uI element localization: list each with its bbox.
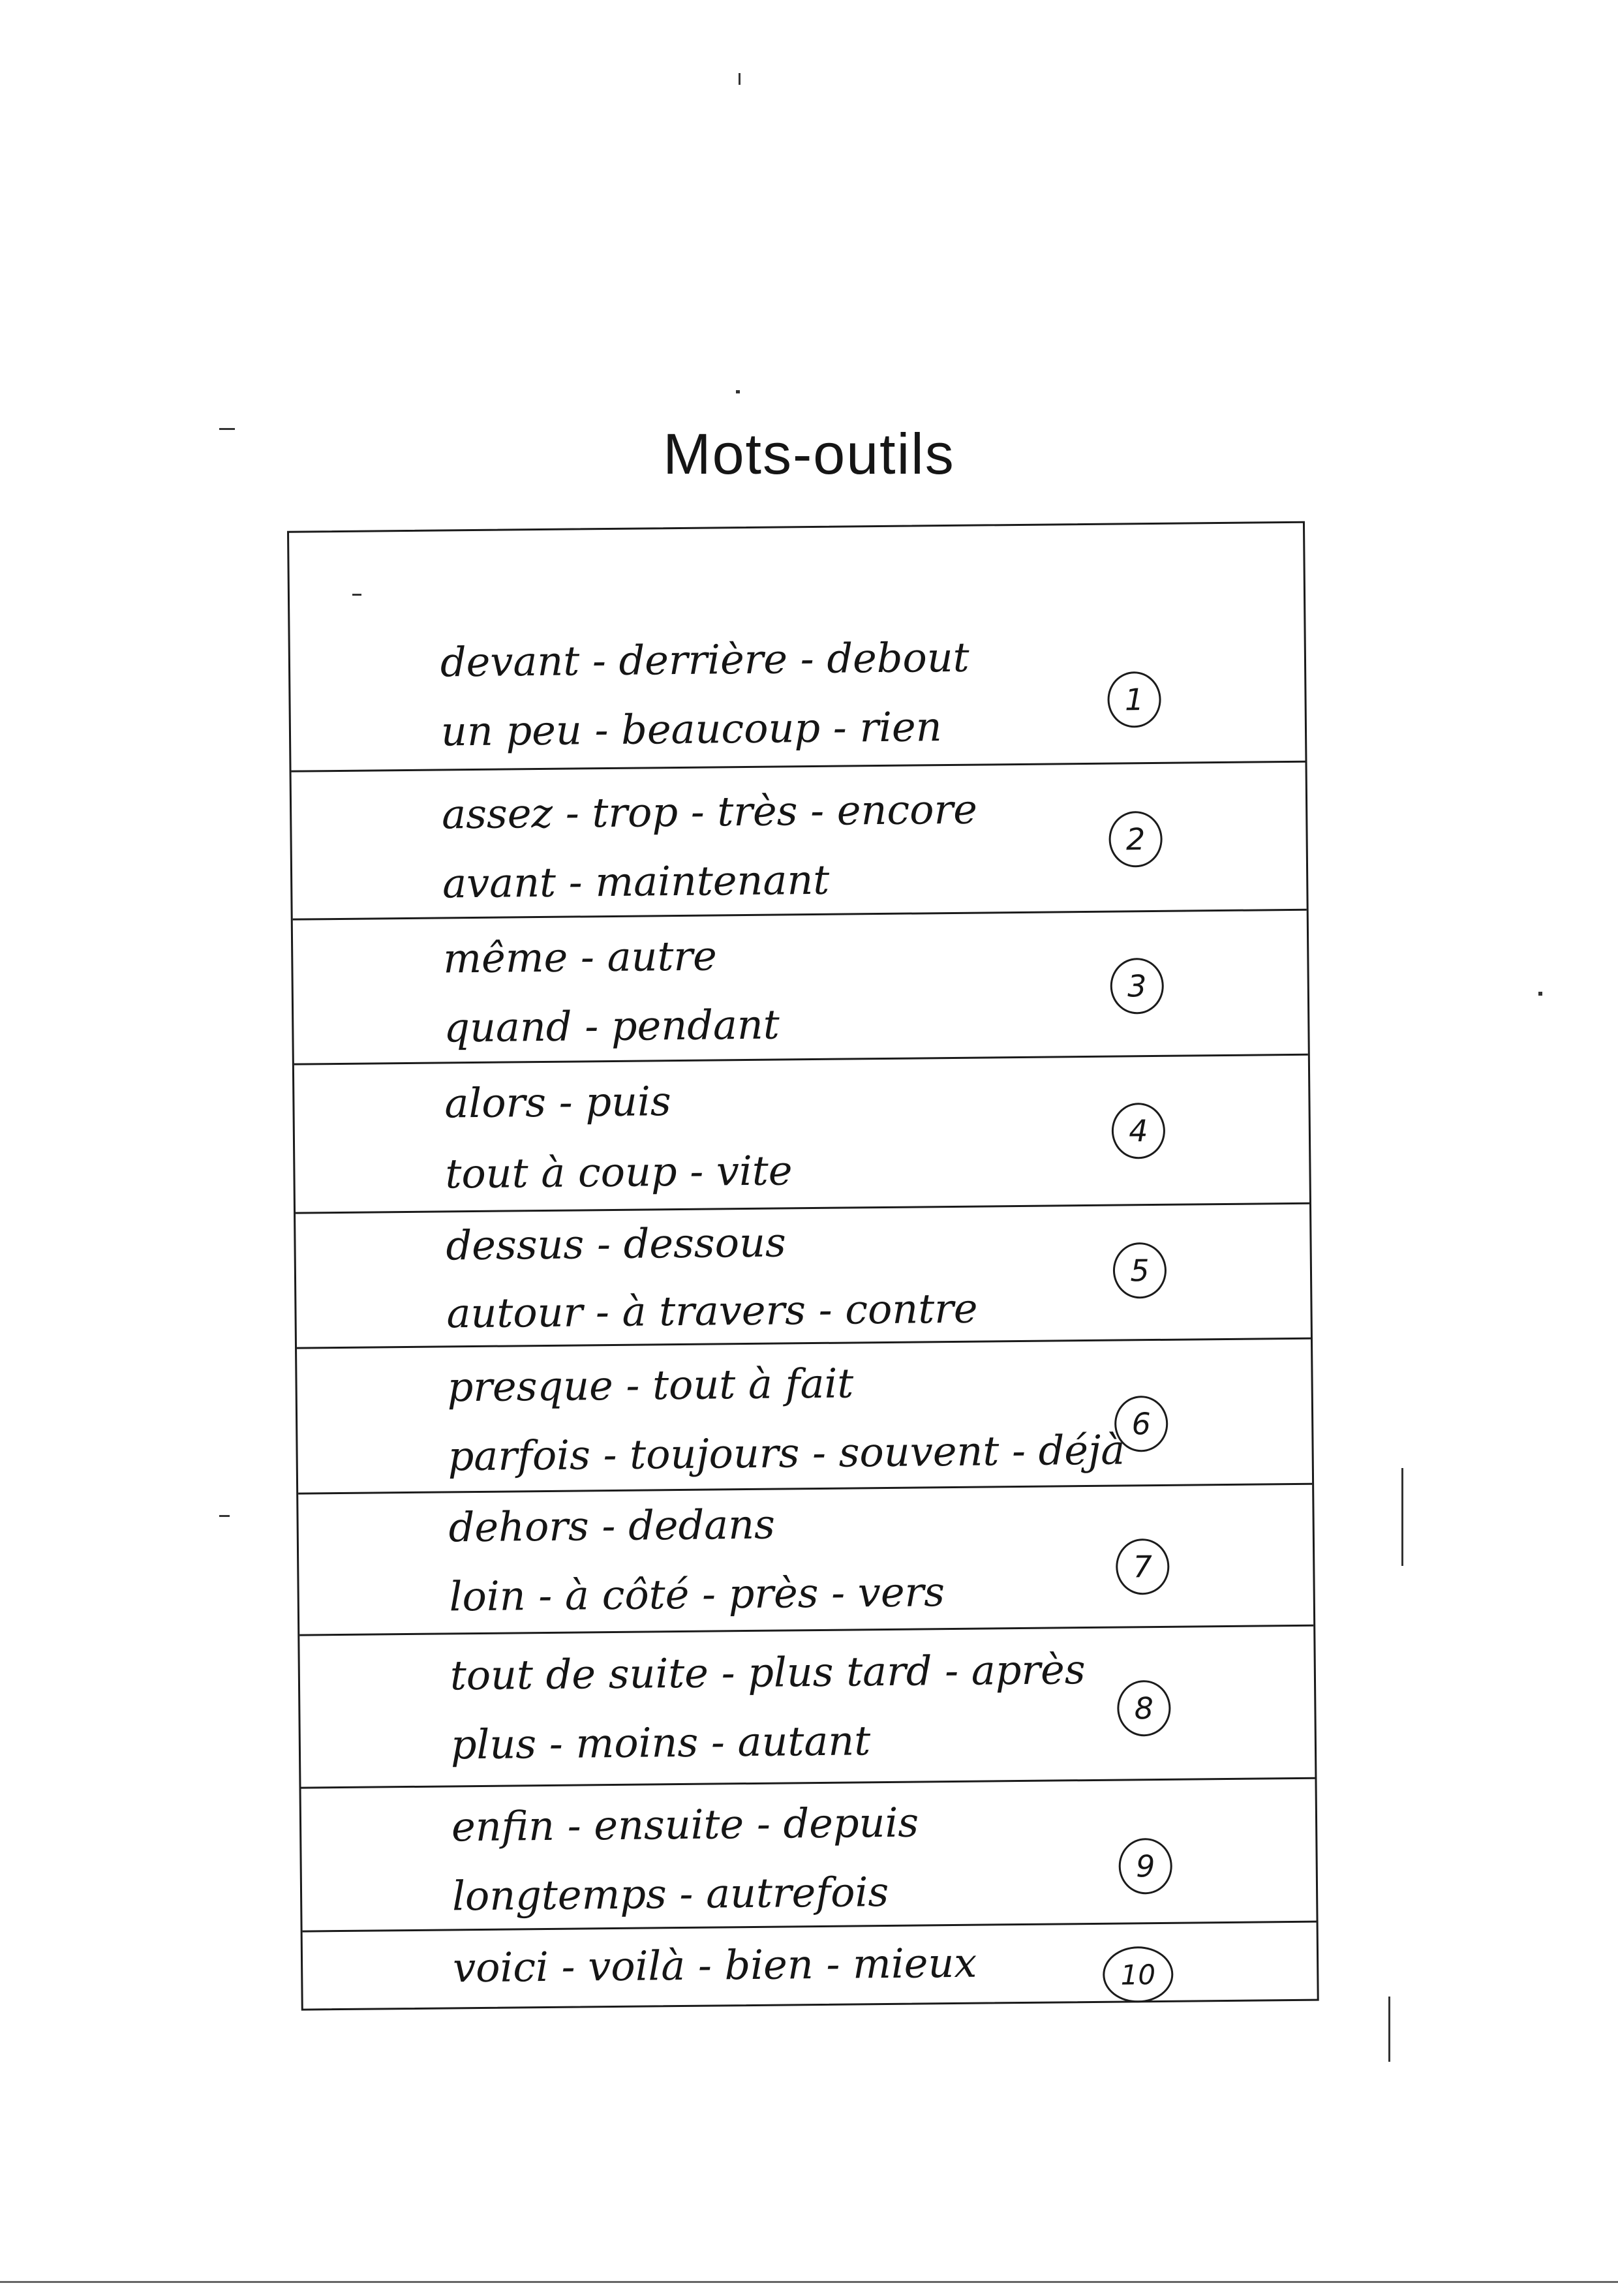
word-line: même - autre bbox=[442, 932, 718, 983]
word-line: assez - trop - très - encore bbox=[441, 785, 978, 838]
group-number: 3 bbox=[1110, 958, 1164, 1015]
table-row bbox=[301, 1779, 1317, 1933]
page-title: Mots-outils bbox=[663, 421, 955, 486]
group-number: 7 bbox=[1116, 1538, 1170, 1595]
word-line: loin - à côté - près - vers bbox=[449, 1568, 945, 1621]
word-line: quand - pendant bbox=[443, 1000, 780, 1052]
table-row bbox=[292, 763, 1307, 921]
bottom-edge bbox=[0, 2281, 1618, 2283]
table-row bbox=[294, 1056, 1309, 1214]
table-row bbox=[299, 1627, 1315, 1789]
word-line: parfois - toujours - souvent - déjà bbox=[448, 1426, 1125, 1480]
word-line: un peu - beaucoup - rien bbox=[440, 703, 942, 756]
table-row bbox=[298, 1485, 1313, 1636]
scan-speck bbox=[219, 1515, 230, 1517]
scan-speck bbox=[1538, 992, 1542, 996]
group-number: 5 bbox=[1113, 1242, 1167, 1299]
word-line: alors - puis bbox=[444, 1077, 672, 1127]
margin-line bbox=[1388, 1997, 1390, 2062]
table-row bbox=[293, 911, 1308, 1065]
scan-speck bbox=[736, 390, 740, 393]
group-number: 10 bbox=[1103, 1946, 1174, 2003]
word-line: dehors - dedans bbox=[448, 1500, 776, 1552]
group-number: 2 bbox=[1108, 811, 1163, 868]
word-line: voici - voilà - bien - mieux bbox=[452, 1938, 977, 1992]
word-line: devant - derrière - debout bbox=[440, 633, 969, 686]
table-row bbox=[297, 1339, 1312, 1495]
group-number: 6 bbox=[1114, 1396, 1168, 1452]
word-line: tout de suite - plus tard - après bbox=[450, 1645, 1086, 1700]
group-number: 8 bbox=[1117, 1680, 1171, 1737]
group-number: 9 bbox=[1118, 1838, 1172, 1895]
word-line: dessus - dessous bbox=[446, 1218, 787, 1270]
word-line: longtemps - autrefois bbox=[451, 1867, 889, 1920]
table-row bbox=[303, 1923, 1317, 2013]
word-line: plus - moins - autant bbox=[450, 1717, 871, 1769]
margin-line bbox=[1401, 1468, 1403, 1566]
scan-speck bbox=[352, 594, 361, 596]
word-line: presque - tout à fait bbox=[447, 1359, 854, 1411]
table-row bbox=[289, 523, 1305, 773]
word-line: enfin - ensuite - depuis bbox=[451, 1798, 919, 1851]
table-row bbox=[296, 1204, 1311, 1349]
scan-speck bbox=[739, 73, 740, 85]
word-line: tout à coup - vite bbox=[445, 1146, 793, 1198]
word-line: autour - à travers - contre bbox=[446, 1284, 978, 1338]
group-number: 4 bbox=[1111, 1103, 1165, 1159]
scan-speck bbox=[219, 428, 235, 430]
word-table bbox=[287, 521, 1319, 2011]
word-line: avant - maintenant bbox=[442, 855, 830, 908]
group-number: 1 bbox=[1107, 671, 1161, 728]
